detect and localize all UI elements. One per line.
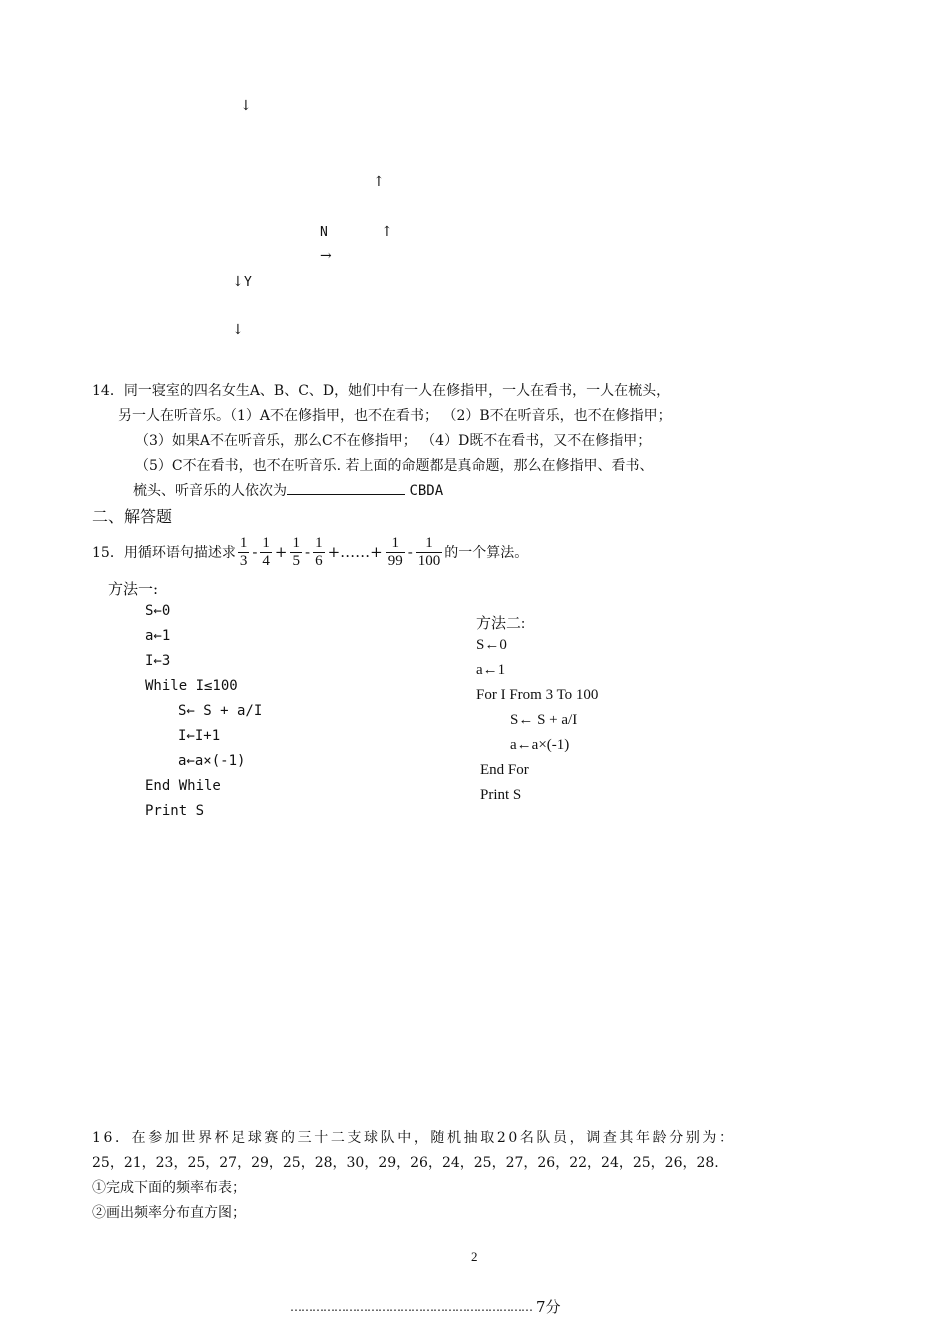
q15-series	[236, 535, 444, 570]
q15-operator: -	[304, 543, 311, 561]
fraction-numerator: 1	[262, 534, 270, 551]
method1-code-line: a←1	[145, 628, 171, 644]
q15-fraction	[416, 535, 443, 570]
q15-operator: +……+	[327, 543, 383, 561]
flow-arrow-down-1: ↓	[240, 98, 252, 114]
method2-code-line: S← S + a/I	[510, 712, 578, 728]
q14-line-4: （5）C不在看书，也不在听音乐. 若上面的命题都是真命题，那么在修指甲、看书、	[135, 458, 654, 474]
fraction-denominator: 3	[239, 552, 248, 569]
flow-arrow-down-y: ↓	[232, 274, 244, 290]
q14-line-2: 另一人在听音乐。（1）A不在修指甲，也不在看书； （2）B不在听音乐，也不在修指甲；	[118, 408, 672, 424]
q16-line-1: 16．在参加世界杯足球赛的三十二支球队中，随机抽取20名队员，调查其年龄分别为：	[92, 1130, 736, 1146]
method1-code-line: End While	[145, 778, 221, 794]
q15-fraction	[313, 535, 325, 570]
fraction-denominator: 99	[387, 552, 403, 569]
method2-title: 方法二:	[476, 616, 526, 632]
q15-fraction	[290, 535, 302, 570]
q15-operator: -	[407, 543, 413, 561]
page-number: 2	[471, 1249, 478, 1264]
q14-line-5-prefix: 梳头、听音乐的人依次为	[133, 483, 287, 499]
flow-arrow-up-2: ↑	[381, 224, 393, 240]
q15-operator: -	[252, 543, 258, 561]
score-value: 7分	[536, 1298, 561, 1316]
q16-line-2: 25，21，23，25，27，29，25，28，30，29，26，24，25，27，26，22，24，25，26，28.	[92, 1155, 719, 1171]
method2-code-line: Print S	[480, 787, 522, 803]
flow-arrow-right: →	[320, 248, 332, 264]
fraction-denominator: 6	[315, 552, 323, 569]
section-title: 二、解答题	[92, 507, 173, 526]
q14-line-1: 14．同一寝室的四名女生A、B、C、D，她们中有一人在修指甲，一人在看书，一人在梳头，	[92, 383, 671, 399]
method2-code-line: For I From 3 To 100	[476, 687, 599, 703]
method1-code-line: While I≤100	[145, 678, 238, 694]
method1-code-line: Print S	[145, 803, 205, 819]
q14-line-3: （3）如果A不在听音乐，那么C不在修指甲； （4）D既不在看书，又不在修指甲；	[135, 433, 652, 449]
method1-code-line: I←3	[145, 653, 171, 669]
q14-answer: CBDA	[409, 483, 444, 499]
method1-code-line: a←a×(-1)	[178, 753, 246, 769]
score-line	[290, 1296, 561, 1317]
fraction-denominator: 5	[292, 552, 300, 569]
fraction-numerator: 1	[315, 534, 323, 551]
flow-label-n: N	[320, 225, 328, 240]
method1-code-line: I←I+1	[178, 728, 221, 744]
method2-code-line: a←a×(-1)	[510, 737, 570, 753]
flow-arrow-down-2: ↓	[232, 322, 244, 338]
score-dots: …………………………………………………………	[290, 1299, 532, 1314]
q15-fraction	[238, 535, 250, 570]
q15-suffix: 的一个算法。	[444, 545, 529, 561]
method1-code-line: S← S + a/I	[178, 703, 263, 719]
method2-code-line: a←1	[476, 662, 506, 678]
q14-answer-blank	[287, 480, 405, 495]
flow-label-y: Y	[244, 275, 252, 290]
q14-line-5	[133, 480, 443, 500]
question-15-statement	[92, 530, 528, 574]
q16-item-1: ①完成下面的频率布表；	[92, 1180, 246, 1196]
q16-item-2: ②画出频率分布直方图；	[92, 1205, 246, 1221]
fraction-numerator: 1	[292, 534, 300, 551]
fraction-numerator: 1	[416, 535, 443, 553]
q15-fraction	[260, 535, 272, 570]
fraction-denominator: 4	[262, 552, 270, 569]
method1-code-line: S←0	[145, 603, 171, 619]
fraction-numerator: 1	[386, 535, 405, 553]
q15-operator: +	[274, 543, 288, 561]
fraction-denominator: 100	[417, 552, 441, 569]
fraction-numerator: 1	[239, 534, 248, 551]
method1-title: 方法一:	[108, 580, 159, 598]
flow-arrow-up-1: ↑	[373, 174, 385, 190]
q15-fraction	[386, 535, 405, 570]
q15-prefix: 15．用循环语句描述求	[92, 545, 236, 561]
method2-code-line: End For	[480, 762, 529, 778]
method2-code-line: S←0	[476, 637, 507, 653]
